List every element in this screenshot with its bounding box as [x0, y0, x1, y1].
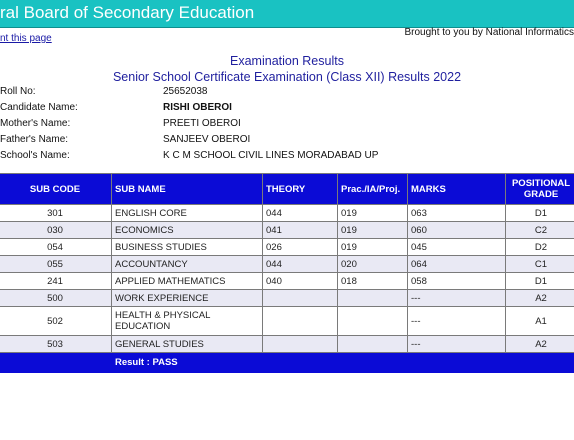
marks-cell: 063 [408, 205, 506, 222]
header-prac: Prac./IA/Proj. [338, 174, 408, 205]
marks-cell: 060 [408, 222, 506, 239]
sub-name-cell: ACCOUNTANCY [112, 256, 263, 273]
theory-cell [263, 336, 338, 353]
sub-code-cell: 055 [0, 256, 112, 273]
theory-cell: 041 [263, 222, 338, 239]
theory-cell: 026 [263, 239, 338, 256]
table-row [0, 256, 574, 273]
sub-code-cell: 502 [0, 307, 112, 336]
school-name-label: School's Name: [0, 150, 70, 161]
theory-cell [263, 307, 338, 336]
results-heading: Examination Results [230, 54, 344, 68]
board-title: ral Board of Secondary Education [0, 3, 255, 22]
prac-cell: 019 [338, 205, 408, 222]
marks-cell: --- [408, 307, 506, 336]
result-spacer [0, 353, 112, 373]
prac-cell [338, 290, 408, 307]
prac-cell: 019 [338, 239, 408, 256]
prac-cell: 018 [338, 273, 408, 290]
theory-cell: 044 [263, 205, 338, 222]
marks-cell: 058 [408, 273, 506, 290]
header-marks: MARKS [408, 174, 506, 205]
grade-cell: A2 [506, 290, 574, 307]
sub-code-cell: 500 [0, 290, 112, 307]
brought-by-text: Brought to you by National Informatics [404, 27, 574, 38]
sub-name-cell: BUSINESS STUDIES [112, 239, 263, 256]
table-row [0, 290, 574, 307]
grade-cell: C2 [506, 222, 574, 239]
sub-code-cell: 503 [0, 336, 112, 353]
prac-cell: 020 [338, 256, 408, 273]
sub-name-cell: WORK EXPERIENCE [112, 290, 263, 307]
marks-cell: 064 [408, 256, 506, 273]
table-row [0, 239, 574, 256]
table-header-row [0, 174, 574, 205]
exam-subheading: Senior School Certificate Examination (Class XII) Results 2022 [112, 70, 462, 84]
grade-cell: D1 [506, 273, 574, 290]
table-row [0, 307, 574, 336]
sub-name-cell: ENGLISH CORE [112, 205, 263, 222]
sub-name-cell: APPLIED MATHEMATICS [112, 273, 263, 290]
header-sub-code: SUB CODE [0, 174, 112, 205]
marks-table [0, 173, 574, 373]
candidate-name-value: RISHI OBEROI [163, 102, 232, 113]
theory-cell: 040 [263, 273, 338, 290]
result-row [0, 353, 574, 373]
header-theory: THEORY [263, 174, 338, 205]
theory-cell [263, 290, 338, 307]
mother-name-value: PREETI OBEROI [163, 118, 241, 129]
roll-label: Roll No: [0, 86, 36, 97]
grade-cell: C1 [506, 256, 574, 273]
grade-cell: D2 [506, 239, 574, 256]
prac-cell [338, 336, 408, 353]
header-positional-grade: POSITIONAL GRADE [506, 174, 574, 205]
table-row [0, 336, 574, 353]
sub-name-cell: HEALTH & PHYSICAL EDUCATION [112, 307, 263, 336]
result-status: Result : PASS [112, 353, 574, 373]
grade-cell: A2 [506, 336, 574, 353]
sub-code-cell: 241 [0, 273, 112, 290]
father-name-label: Father's Name: [0, 134, 69, 145]
candidate-name-label: Candidate Name: [0, 102, 78, 113]
print-page-link[interactable]: nt this page [0, 33, 52, 44]
prac-cell: 019 [338, 222, 408, 239]
marks-cell: 045 [408, 239, 506, 256]
table-row [0, 205, 574, 222]
marks-cell: --- [408, 336, 506, 353]
table-row [0, 273, 574, 290]
sub-code-cell: 054 [0, 239, 112, 256]
prac-cell [338, 307, 408, 336]
sub-name-cell: GENERAL STUDIES [112, 336, 263, 353]
header-sub-name: SUB NAME [112, 174, 263, 205]
marks-cell: --- [408, 290, 506, 307]
mother-name-label: Mother's Name: [0, 118, 71, 129]
grade-cell: A1 [506, 307, 574, 336]
header-banner [0, 0, 574, 28]
sub-name-cell: ECONOMICS [112, 222, 263, 239]
sub-code-cell: 030 [0, 222, 112, 239]
theory-cell: 044 [263, 256, 338, 273]
roll-value: 25652038 [163, 86, 208, 97]
father-name-value: SANJEEV OBEROI [163, 134, 251, 145]
sub-code-cell: 301 [0, 205, 112, 222]
school-name-value: K C M SCHOOL CIVIL LINES MORADABAD UP [163, 150, 379, 161]
table-row [0, 222, 574, 239]
grade-cell: D1 [506, 205, 574, 222]
